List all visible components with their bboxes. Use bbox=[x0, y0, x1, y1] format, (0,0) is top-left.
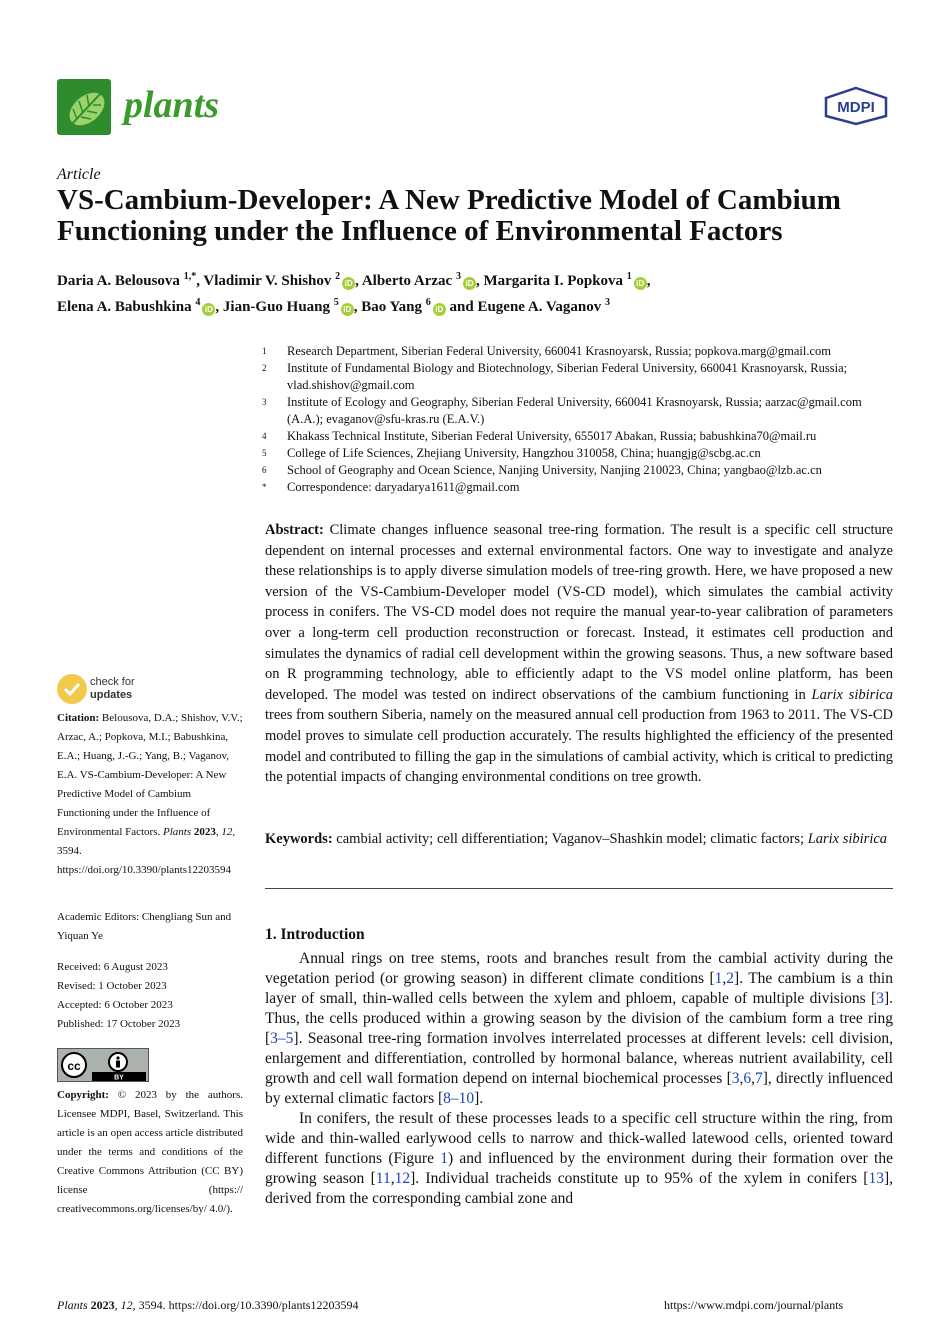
affiliation-text: School of Geography and Ocean Science, Nanjing University, Nanjing 210023, China; yangbao@lzb.ac.cn bbox=[287, 463, 822, 477]
affiliations bbox=[262, 343, 894, 496]
author-affiliation-sup: 3 bbox=[455, 271, 461, 282]
affiliation-item bbox=[262, 428, 894, 445]
citation-link[interactable]: 8–10 bbox=[443, 1090, 475, 1107]
citation-link[interactable]: 12 bbox=[394, 1170, 411, 1187]
citation-link[interactable]: 13 bbox=[868, 1170, 884, 1187]
keywords-species: Larix sibirica bbox=[807, 831, 888, 847]
affiliation-number: 4 bbox=[262, 431, 267, 441]
affiliation-item bbox=[262, 343, 894, 360]
keywords bbox=[265, 829, 893, 849]
orcid-icon[interactable]: iD bbox=[341, 303, 354, 316]
revised-date: Revised: 1 October 2023 bbox=[57, 980, 167, 992]
footer-journal-url[interactable]: https://www.mdpi.com/journal/plants bbox=[664, 1298, 844, 1312]
author-name: Vladimir V. Shishov bbox=[203, 273, 336, 289]
cc-by-license-icon[interactable] bbox=[57, 1048, 149, 1082]
publication-dates bbox=[57, 958, 243, 1034]
affiliation-number: 5 bbox=[262, 448, 267, 458]
citation-link[interactable]: 1 bbox=[714, 970, 723, 987]
citation-link[interactable]: 3–5 bbox=[270, 1030, 294, 1047]
affiliation-number: 2 bbox=[262, 363, 267, 373]
section-heading: 1. Introduction bbox=[265, 926, 365, 943]
affiliation-item bbox=[262, 479, 894, 496]
journal-logo bbox=[57, 79, 111, 135]
author-affiliation-sup: 3 bbox=[604, 297, 610, 308]
author-name: Eugene A. Vaganov bbox=[477, 299, 605, 315]
abstract bbox=[265, 520, 893, 788]
affiliation-item bbox=[262, 445, 894, 462]
abstract-text-1: Climate changes influence seasonal tree-ring formation. The result is a specific cell structure dependent on internal processes and external environmental factors. One way to investigate and analyze these relationships is to apply diverse simulation models of tree-ring growth. Here, we have proposed a new version of the VS-Cambium-Developer model (VS-CD model), which simulates the cambial activity process in conifers. The VS-CD model does not require the manual year-to-year calibration of parameters over a long-term cell production reconstruction or forecast. Instead, it estimates cell production and simulates the dynamics of radial cell development within the growing seasons. Thus, a new software based on R programming technology, able to efficiently adapt to the VS model online platform, has been developed. The model was tested on indirect observations of the cambium functioning in bbox=[265, 522, 893, 703]
citation-link[interactable]: 7 bbox=[754, 1070, 763, 1087]
orcid-icon[interactable]: iD bbox=[202, 303, 215, 316]
affiliation-text: Correspondence: daryadarya1611@gmail.com bbox=[287, 480, 520, 494]
received-date: Received: 6 August 2023 bbox=[57, 961, 168, 973]
author-name: Elena A. Babushkina bbox=[57, 299, 196, 315]
paragraph: Annual rings on tree stems, roots and branches result from the cambial activity during the vegetation period (or growing season) in different climate conditions [1,2]. The cambium is a thin layer of small, thin-walled cells between the xylem and phloem, capable of multiple divisions [3]. Thus, the cells produced within a growing season by the division of the cambium form a tree ring [3–5]. Seasonal tree-ring formation involves interrelated processes at different levels: cell division, enlargement and differentiation, controlled by hormonal balance, whereas nutrient availability, cell growth and cell wall formation depend on internal biochemical processes [3,6,7], directly influenced by external climatic factors [8–10]. bbox=[265, 950, 893, 1107]
author-name: Jian-Guo Huang bbox=[222, 299, 334, 315]
affiliation-text: Khakass Technical Institute, Siberian Federal University, 655017 Abakan, Russia; babushkina70@mail.ru bbox=[287, 429, 817, 443]
academic-editors: Academic Editors: Chengliang Sun and Yiquan Ye bbox=[57, 911, 232, 942]
author-affiliation-sup: 2 bbox=[335, 271, 341, 282]
author-name: Margarita I. Popkova bbox=[483, 273, 627, 289]
author-affiliation-sup: 1 bbox=[626, 271, 632, 282]
check-for-updates-button[interactable]: check for updates bbox=[90, 676, 135, 701]
affiliation-number: 6 bbox=[262, 465, 267, 475]
affiliation-item bbox=[262, 462, 894, 479]
abstract-label: Abstract: bbox=[265, 522, 324, 538]
affiliation-text: College of Life Sciences, Zhejiang University, Hangzhou 310058, China; huangjg@scbg.ac.cn bbox=[287, 446, 761, 460]
orcid-icon[interactable]: iD bbox=[463, 277, 476, 290]
keywords-text: cambial activity; cell differentiation; Vaganov–Shashkin model; climatic factors; bbox=[336, 831, 808, 847]
citation: Citation: Belousova, D.A.; Shishov, V.V.; Arzac, A.; Popkova, M.I.; Babushkina, E.A.; Huang, J.-G.; Yang, B.; Vaganov, E.A. VS-Cambium-Developer: A New Predictive Model of Cambium Functioning under the Influence of Environmental Factors. Plants 2023, 12, 3594. https://doi.org/10.3390/plants12203594 bbox=[57, 712, 243, 876]
citation-link[interactable]: 6 bbox=[743, 1070, 752, 1087]
mdpi-logo bbox=[822, 86, 890, 126]
journal-name: plants bbox=[124, 84, 220, 126]
author-affiliation-sup: 1,* bbox=[183, 271, 197, 282]
citation-link[interactable]: 2 bbox=[726, 970, 735, 987]
abstract-text-2: trees from southern Siberia, namely on the measured annual cell production from 1963 to 2011. The VS-CD model proves to simulate cell production accurately. The results highlighted the efficiency of the presented model and contributed to filling the gap in the simulations of cambial activity, which is critical to predicting the potential impacts of changing environmental conditions on tree growth. bbox=[265, 707, 893, 786]
orcid-icon[interactable]: iD bbox=[634, 277, 647, 290]
mdpi-label: MDPI bbox=[837, 99, 875, 116]
affiliation-item bbox=[262, 394, 894, 428]
author-name: Daria A. Belousova bbox=[57, 273, 184, 289]
affiliation-number: 1 bbox=[262, 346, 267, 356]
orcid-icon[interactable]: iD bbox=[433, 303, 446, 316]
author-name: Bao Yang bbox=[361, 299, 426, 315]
introduction-body bbox=[265, 949, 893, 1209]
published-date: Published: 17 October 2023 bbox=[57, 1018, 181, 1030]
citation-link[interactable]: 3 bbox=[731, 1070, 740, 1087]
orcid-icon[interactable]: iD bbox=[342, 277, 355, 290]
keywords-label: Keywords: bbox=[265, 831, 333, 847]
article-title: VS-Cambium-Developer: A New Predictive Model of Cambium Functioning under the Influence of Environmental Factors bbox=[57, 184, 841, 247]
svg-text:cc: cc bbox=[67, 1059, 81, 1073]
author-affiliation-sup: 5 bbox=[333, 297, 339, 308]
copyright-notice: Copyright: © 2023 by the authors. Licensee MDPI, Basel, Switzerland. This article is an open access article distributed under the terms and conditions of the Creative Commons Attribution (CC BY) license (https:// creativecommons.org/licenses/by/ 4.0/). bbox=[57, 1089, 243, 1215]
svg-text:BY: BY bbox=[114, 1074, 124, 1081]
citation-link[interactable]: 3 bbox=[876, 990, 884, 1007]
affiliation-text: Research Department, Siberian Federal University, 660041 Krasnoyarsk, Russia; popkova.marg@gmail.com bbox=[287, 344, 832, 358]
citation-link[interactable]: 1 bbox=[440, 1150, 448, 1167]
author-affiliation-sup: 6 bbox=[425, 297, 431, 308]
affiliation-number: 3 bbox=[262, 397, 267, 407]
author-list: Daria A. Belousova $^{1,*}$, Vladimir V. Shishov $^2$iD , Alberto Arzac $^3$iD , Margarita I. Popkova $^1$iD , Elena A. Babushkina $^4$iD , Jian-Guo Huang $^5$iD , Bao Yang $^6$iD and Eugene A. Vaganov $^3$ bbox=[57, 271, 651, 315]
affiliation-item bbox=[262, 360, 894, 394]
check-for-updates-icon[interactable] bbox=[57, 674, 87, 704]
affiliation-number: * bbox=[262, 482, 267, 492]
abstract-species: Larix sibirica bbox=[811, 686, 893, 703]
author-affiliation-sup: 4 bbox=[195, 297, 201, 308]
affiliation-text: Institute of Fundamental Biology and Biotechnology, Siberian Federal University, 660041 Krasnoyarsk, Russia; vlad.shishov@gmail.com bbox=[287, 361, 848, 392]
article-type: Article bbox=[57, 166, 101, 183]
author-name: Alberto Arzac bbox=[361, 273, 456, 289]
accepted-date: Accepted: 6 October 2023 bbox=[57, 999, 173, 1011]
paragraph: In conifers, the result of these processes leads to a specific cell structure within the ring, from wide and thin-walled earlywood cells to narrow and thick-walled latewood cells, oriented toward different functions (Figure 1) and influenced by the environment during their formation over the growing season [11,12]. Individual tracheids constitute up to 95% of the xylem in conifers [13], derived from the corresponding cambial zone and bbox=[265, 1110, 893, 1207]
footer-citation: Plants 2023, 12, 3594. https://doi.org/10.3390/plants12203594 bbox=[57, 1298, 359, 1312]
divider bbox=[265, 888, 893, 889]
affiliation-text: Institute of Ecology and Geography, Siberian Federal University, 660041 Krasnoyarsk, Russia; aarzac@gmail.com (A.A.); evaganov@sfu-kras.ru (E.A.V.) bbox=[287, 395, 862, 426]
citation-link[interactable]: 11 bbox=[375, 1170, 391, 1187]
